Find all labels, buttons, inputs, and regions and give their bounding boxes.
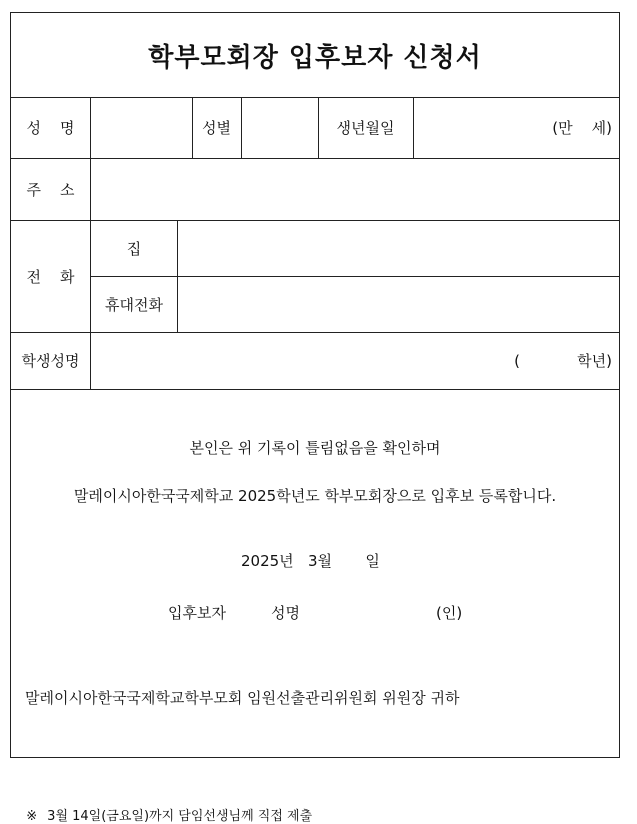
student-name-label: 학생성명 (21, 352, 80, 370)
form-title: 학부모회장 입후보자 신청서 (148, 42, 482, 73)
divider (11, 389, 619, 390)
mobile-phone-field[interactable] (178, 276, 619, 332)
name-label: 성 명 (26, 119, 75, 137)
home-phone-field[interactable] (178, 220, 619, 276)
student-grade-field[interactable]: ( 학년) (514, 352, 612, 370)
declaration-line-1: 본인은 위 기록이 틀림없음을 확인하며 (189, 439, 441, 457)
birth-label: 생년월일 (336, 119, 395, 137)
signature-name-label: 성명 (271, 604, 300, 622)
candidate-label: 입후보자 (168, 604, 226, 622)
footnote (18, 790, 312, 824)
addressee: 말레이시아한국국제학교학부모회 임원선출관리위원회 위원장 귀하 (25, 689, 460, 707)
address-label: 주 소 (26, 180, 75, 199)
mobile-phone-label: 휴대전화 (105, 295, 163, 314)
footnote-text: 3월 14일(금요일)까지 담임선생님께 직접 제출 (47, 809, 313, 824)
phone-label: 전 화 (26, 267, 75, 286)
home-phone-label: 집 (126, 239, 142, 258)
application-form (10, 12, 620, 758)
gender-field[interactable] (242, 97, 318, 158)
gender-label: 성별 (202, 119, 231, 137)
declaration-line-2: 말레이시아한국국제학교 2025학년도 학부모회장으로 입후보 등록합니다. (73, 487, 557, 505)
age-field[interactable]: (만 세) (552, 119, 612, 137)
reference-mark: ※ (26, 809, 38, 824)
address-field[interactable] (91, 158, 619, 220)
name-field[interactable] (91, 97, 192, 158)
application-date: 2025년 3월 일 (241, 552, 380, 570)
seal-mark: (인) (436, 604, 463, 622)
